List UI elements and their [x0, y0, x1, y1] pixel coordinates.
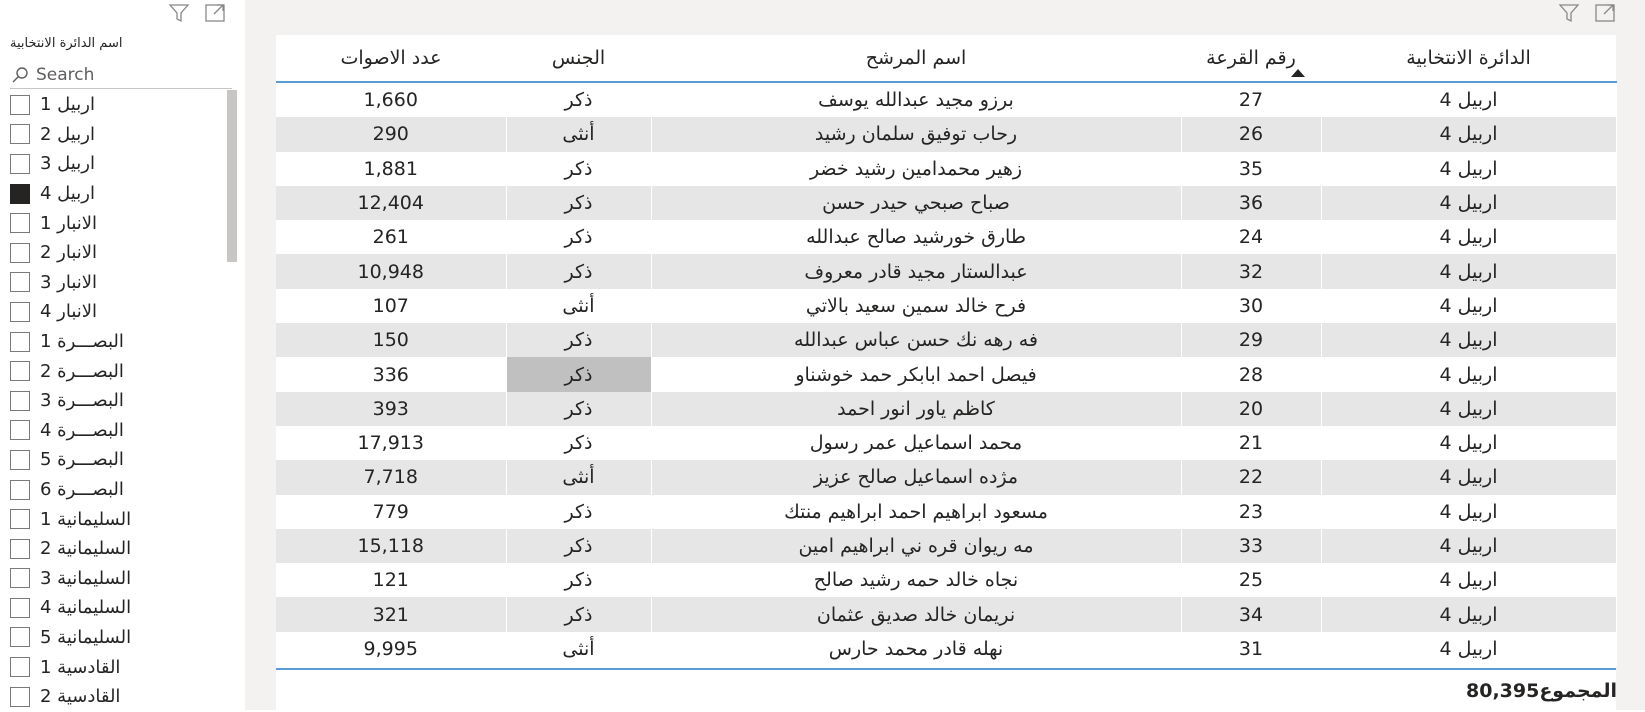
- column-header-gender[interactable]: الجنس: [506, 35, 651, 82]
- cell-name[interactable]: مژده اسماعيل صالح عزيز: [651, 460, 1181, 494]
- slicer-item-label: البصـــرة 5: [40, 449, 124, 471]
- slicer-item-label: السليمانية 5: [40, 626, 132, 648]
- cell-district[interactable]: اربيل 4: [1321, 632, 1616, 666]
- checkbox[interactable]: [10, 568, 30, 588]
- cell-lot[interactable]: 34: [1181, 597, 1321, 631]
- cell-lot[interactable]: 24: [1181, 220, 1321, 254]
- slicer-item-label: اربيل 1: [40, 94, 95, 116]
- slicer-title: اسم الدائرة الانتخابية: [10, 36, 123, 51]
- focus-mode-icon[interactable]: [1592, 0, 1618, 26]
- table-row[interactable]: [276, 597, 1616, 631]
- table-row[interactable]: [276, 186, 1616, 220]
- slicer-item-label: السليمانية 1: [40, 508, 132, 530]
- cell-district[interactable]: اربيل 4: [1321, 392, 1616, 426]
- search-icon: [10, 65, 30, 85]
- table-row[interactable]: [276, 289, 1616, 323]
- cell-name[interactable]: فيصل احمد ابابكر حمد خوشناو: [651, 357, 1181, 391]
- column-header-district[interactable]: الدائرة الانتخابية: [1321, 35, 1616, 82]
- cell-district[interactable]: اربيل 4: [1321, 529, 1616, 563]
- cell-lot[interactable]: 29: [1181, 323, 1321, 357]
- checkbox[interactable]: [10, 420, 30, 440]
- slicer-item[interactable]: [10, 386, 220, 416]
- table-row[interactable]: [276, 220, 1616, 254]
- checkbox[interactable]: [10, 509, 30, 529]
- cell-name[interactable]: صباح صبحي حيدر حسن: [651, 186, 1181, 220]
- table-row[interactable]: [276, 323, 1616, 357]
- cell-name[interactable]: مسعود ابراهيم احمد ابراهيم منتك: [651, 495, 1181, 529]
- table-row[interactable]: [276, 529, 1616, 563]
- cell-gender[interactable]: ذكر: [506, 82, 651, 117]
- cell-gender[interactable]: ذكر: [506, 529, 651, 563]
- slicer-item[interactable]: [10, 327, 220, 357]
- slicer-item-label: الانبار 1: [40, 212, 98, 234]
- cell-votes[interactable]: 107: [276, 289, 506, 323]
- cell-votes[interactable]: 15,118: [276, 529, 506, 563]
- cell-votes[interactable]: 779: [276, 495, 506, 529]
- slicer-item-label: القادسية 1: [40, 656, 121, 678]
- slicer-item-label: القادسية 2: [40, 686, 121, 708]
- cell-gender[interactable]: ذكر: [506, 254, 651, 288]
- cell-lot[interactable]: 36: [1181, 186, 1321, 220]
- checkbox[interactable]: [10, 243, 30, 263]
- checkbox[interactable]: [10, 450, 30, 470]
- slicer-item[interactable]: [10, 149, 220, 179]
- column-header-lot-label: رقم القرعة: [1206, 47, 1296, 69]
- cell-votes[interactable]: 261: [276, 220, 506, 254]
- checkbox[interactable]: [10, 302, 30, 322]
- focus-mode-icon[interactable]: [202, 0, 228, 26]
- column-header-name[interactable]: اسم المرشح: [651, 35, 1181, 82]
- checkbox[interactable]: [10, 687, 30, 707]
- cell-lot[interactable]: 28: [1181, 357, 1321, 391]
- slicer-item-label: اربيل 3: [40, 153, 95, 175]
- slicer-item[interactable]: [10, 416, 220, 446]
- slicer-item[interactable]: [10, 445, 220, 475]
- column-header-votes[interactable]: عدد الاصوات: [276, 35, 506, 82]
- cell-votes[interactable]: 1,660: [276, 82, 506, 117]
- cell-district[interactable]: اربيل 4: [1321, 597, 1616, 631]
- slicer-item-label: البصـــرة 6: [40, 479, 124, 501]
- cell-gender[interactable]: ذكر: [506, 152, 651, 186]
- cell-lot[interactable]: 31: [1181, 632, 1321, 666]
- slicer-scrollbar[interactable]: [227, 90, 237, 262]
- checkbox[interactable]: [10, 184, 30, 204]
- cell-lot[interactable]: 23: [1181, 495, 1321, 529]
- cell-district[interactable]: اربيل 4: [1321, 152, 1616, 186]
- filter-icon[interactable]: [1556, 0, 1582, 26]
- cell-district[interactable]: اربيل 4: [1321, 117, 1616, 151]
- slicer-item-label: الانبار 4: [40, 301, 98, 323]
- cell-lot[interactable]: 32: [1181, 254, 1321, 288]
- cell-gender[interactable]: أنثى: [506, 117, 651, 151]
- checkbox[interactable]: [10, 213, 30, 233]
- checkbox[interactable]: [10, 480, 30, 500]
- cell-name[interactable]: زهير محمدامين رشيد خضر: [651, 152, 1181, 186]
- checkbox[interactable]: [10, 598, 30, 618]
- cell-gender[interactable]: ذكر: [506, 426, 651, 460]
- cell-lot[interactable]: 35: [1181, 152, 1321, 186]
- column-header-lot[interactable]: [1181, 35, 1321, 82]
- slicer-item-label: الانبار 3: [40, 271, 98, 293]
- cell-gender[interactable]: أنثى: [506, 632, 651, 666]
- cell-name[interactable]: برزو مجيد عبدالله يوسف: [651, 82, 1181, 117]
- cell-votes[interactable]: 17,913: [276, 426, 506, 460]
- slicer-header-icons: [166, 0, 228, 26]
- slicer-item[interactable]: [10, 297, 220, 327]
- slicer-search[interactable]: [10, 62, 232, 89]
- checkbox[interactable]: [10, 361, 30, 381]
- cell-district[interactable]: اربيل 4: [1321, 357, 1616, 391]
- cell-district[interactable]: اربيل 4: [1321, 563, 1616, 597]
- slicer-item-label: السليمانية 3: [40, 567, 132, 589]
- candidates-table: [276, 35, 1617, 666]
- checkbox[interactable]: [10, 272, 30, 292]
- table-row[interactable]: [276, 82, 1616, 117]
- cell-district[interactable]: اربيل 4: [1321, 323, 1616, 357]
- cell-district[interactable]: اربيل 4: [1321, 495, 1616, 529]
- cell-lot[interactable]: 27: [1181, 82, 1321, 117]
- cell-votes[interactable]: 7,718: [276, 460, 506, 494]
- table-row[interactable]: [276, 563, 1616, 597]
- cell-name[interactable]: محمد اسماعيل عمر رسول: [651, 426, 1181, 460]
- search-input[interactable]: Search: [36, 65, 95, 85]
- cell-lot[interactable]: 33: [1181, 529, 1321, 563]
- cell-name[interactable]: كاظم ياور انور احمد: [651, 392, 1181, 426]
- cell-votes[interactable]: 393: [276, 392, 506, 426]
- slicer-item-label: اربيل 4: [40, 183, 95, 205]
- table-row[interactable]: [276, 152, 1616, 186]
- cell-gender[interactable]: ذكر: [506, 392, 651, 426]
- slicer-item[interactable]: [10, 268, 220, 298]
- slicer-item[interactable]: [10, 534, 220, 564]
- slicer-visual: [0, 0, 245, 710]
- slicer-item[interactable]: [10, 90, 220, 120]
- slicer-item-label: البصـــرة 1: [40, 331, 124, 353]
- cell-gender[interactable]: ذكر: [506, 323, 651, 357]
- cell-gender[interactable]: ذكر: [506, 357, 651, 391]
- cell-gender[interactable]: أنثى: [506, 289, 651, 323]
- slicer-item-label: البصـــرة 2: [40, 360, 124, 382]
- cell-gender[interactable]: ذكر: [506, 597, 651, 631]
- cell-lot[interactable]: 22: [1181, 460, 1321, 494]
- table-row[interactable]: [276, 460, 1616, 494]
- slicer-item-label: السليمانية 4: [40, 597, 132, 619]
- slicer-item[interactable]: [10, 564, 220, 594]
- slicer-item[interactable]: [10, 238, 220, 268]
- table-header-icons: [1556, 0, 1618, 26]
- slicer-item-label: البصـــرة 4: [40, 419, 124, 441]
- slicer-item-label: الانبار 2: [40, 242, 98, 264]
- table-row[interactable]: [276, 632, 1616, 666]
- slicer-item[interactable]: [10, 208, 220, 238]
- total-row: [276, 668, 1616, 712]
- table-row[interactable]: [276, 392, 1616, 426]
- table-row[interactable]: [276, 357, 1616, 391]
- cell-district[interactable]: اربيل 4: [1321, 426, 1616, 460]
- cell-district[interactable]: اربيل 4: [1321, 289, 1616, 323]
- slicer-item[interactable]: [10, 120, 220, 150]
- cell-name[interactable]: نهله قادر محمد حارس: [651, 632, 1181, 666]
- cell-district[interactable]: اربيل 4: [1321, 254, 1616, 288]
- slicer-item[interactable]: [10, 504, 220, 534]
- checkbox[interactable]: [10, 124, 30, 144]
- cell-name[interactable]: نريمان خالد صديق عثمان: [651, 597, 1181, 631]
- cell-votes[interactable]: 336: [276, 357, 506, 391]
- cell-name[interactable]: فرح خالد سمين سعيد بالاتي: [651, 289, 1181, 323]
- slicer-item[interactable]: [10, 593, 220, 623]
- cell-lot[interactable]: 30: [1181, 289, 1321, 323]
- checkbox[interactable]: [10, 95, 30, 115]
- cell-votes[interactable]: 121: [276, 563, 506, 597]
- cell-name[interactable]: عبدالستار مجيد قادر معروف: [651, 254, 1181, 288]
- cell-gender[interactable]: أنثى: [506, 460, 651, 494]
- slicer-item[interactable]: [10, 682, 220, 710]
- cell-lot[interactable]: 20: [1181, 392, 1321, 426]
- cell-gender[interactable]: ذكر: [506, 495, 651, 529]
- cell-votes[interactable]: 321: [276, 597, 506, 631]
- slicer-list: [10, 90, 220, 710]
- table-visual: [276, 35, 1616, 710]
- table-row[interactable]: [276, 117, 1616, 151]
- slicer-item[interactable]: [10, 356, 220, 386]
- slicer-item[interactable]: [10, 475, 220, 505]
- cell-lot[interactable]: 21: [1181, 426, 1321, 460]
- cell-votes[interactable]: 12,404: [276, 186, 506, 220]
- cell-district[interactable]: اربيل 4: [1321, 460, 1616, 494]
- slicer-item[interactable]: [10, 652, 220, 682]
- sort-ascending-icon: [1291, 69, 1305, 77]
- table-row[interactable]: [276, 426, 1616, 460]
- cell-lot[interactable]: 25: [1181, 563, 1321, 597]
- slicer-item-label: اربيل 2: [40, 123, 95, 145]
- table-header-row: [276, 35, 1616, 82]
- cell-gender[interactable]: ذكر: [506, 220, 651, 254]
- checkbox[interactable]: [10, 332, 30, 352]
- cell-votes[interactable]: 290: [276, 117, 506, 151]
- slicer-item[interactable]: [10, 623, 220, 653]
- slicer-item-label: السليمانية 2: [40, 538, 132, 560]
- cell-votes[interactable]: 10,948: [276, 254, 506, 288]
- cell-gender[interactable]: ذكر: [506, 563, 651, 597]
- cell-votes[interactable]: 9,995: [276, 632, 506, 666]
- cell-gender[interactable]: ذكر: [506, 186, 651, 220]
- checkbox[interactable]: [10, 627, 30, 647]
- filter-icon[interactable]: [166, 0, 192, 26]
- total-label: المجموع: [1539, 680, 1618, 702]
- total-votes: 80,395: [1466, 680, 1540, 702]
- table-row[interactable]: [276, 495, 1616, 529]
- cell-name[interactable]: طارق خورشيد صالح عبدالله: [651, 220, 1181, 254]
- cell-district[interactable]: اربيل 4: [1321, 82, 1616, 117]
- cell-district[interactable]: اربيل 4: [1321, 186, 1616, 220]
- cell-name[interactable]: نجاه خالد حمه رشيد صالح: [651, 563, 1181, 597]
- cell-name[interactable]: رحاب توفيق سلمان رشيد: [651, 117, 1181, 151]
- checkbox[interactable]: [10, 539, 30, 559]
- slicer-item[interactable]: [10, 179, 220, 209]
- cell-votes[interactable]: 150: [276, 323, 506, 357]
- table-row[interactable]: [276, 254, 1616, 288]
- cell-name[interactable]: فه رهه نك حسن عباس عبدالله: [651, 323, 1181, 357]
- table-body: [276, 82, 1616, 666]
- cell-lot[interactable]: 26: [1181, 117, 1321, 151]
- cell-name[interactable]: مه ريوان قره ني ابراهيم امين: [651, 529, 1181, 563]
- slicer-item-label: البصـــرة 3: [40, 390, 124, 412]
- cell-district[interactable]: اربيل 4: [1321, 220, 1616, 254]
- checkbox[interactable]: [10, 154, 30, 174]
- checkbox[interactable]: [10, 391, 30, 411]
- checkbox[interactable]: [10, 657, 30, 677]
- cell-votes[interactable]: 1,881: [276, 152, 506, 186]
